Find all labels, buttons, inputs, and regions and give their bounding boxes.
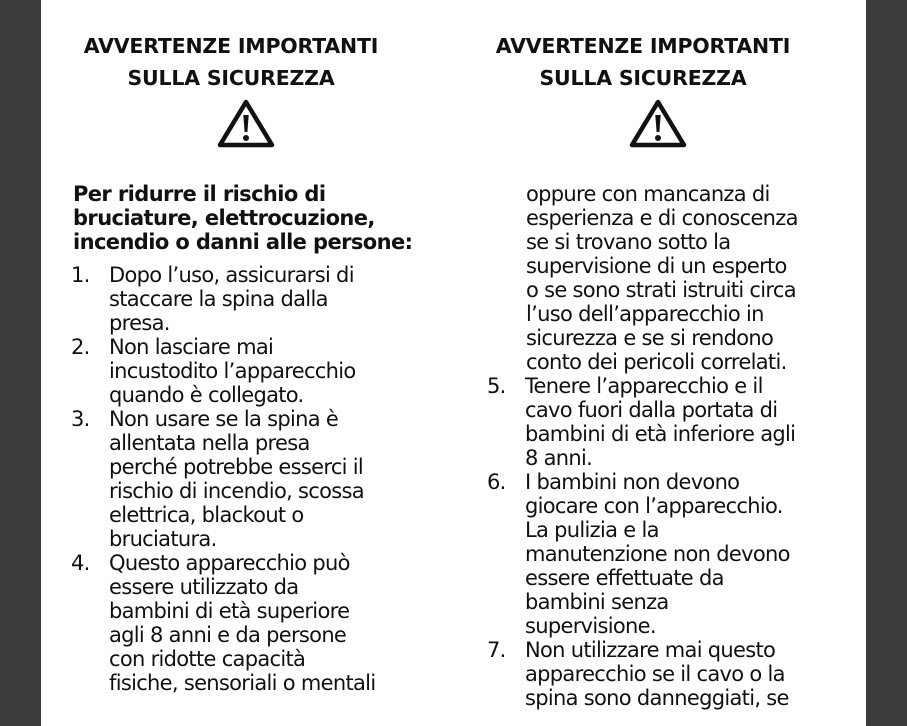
item-line: cavo fuori dalla portata di — [525, 398, 778, 422]
item-line: Non utilizzare mai questo — [525, 638, 776, 662]
item-line: elettrica, blackout o — [109, 503, 304, 527]
item-number: 6. — [487, 470, 506, 494]
item-line: Dopo l’uso, assicurarsi di — [109, 263, 354, 287]
item-line: oppure con mancanza di — [526, 182, 770, 206]
item-line: supervisione. — [525, 614, 656, 638]
item-line: rischio di incendio, scossa — [109, 479, 364, 503]
item-line: giocare con l’apparecchio. — [525, 494, 783, 518]
lead-line: incendio o danni alle persone: — [73, 230, 413, 254]
item-line: bambini senza — [525, 590, 669, 614]
section-heading — [463, 30, 823, 94]
item-line: allentata nella presa — [109, 431, 310, 455]
list-item — [73, 263, 433, 335]
lead-line: Per ridurre il rischio di — [73, 182, 326, 206]
item-line: supervisione di un esperto — [526, 254, 787, 278]
item-number: 5. — [487, 374, 506, 398]
item-line: se si trovano sotto la — [526, 230, 731, 254]
heading-line: SULLA SICUREZZA — [127, 66, 335, 90]
item-line: bambini di età superiore — [109, 599, 350, 623]
heading-line: AVVERTENZE IMPORTANTI — [83, 34, 379, 58]
item-line: quando è collegato. — [109, 383, 304, 407]
item-line: manutenzione non devono — [525, 542, 790, 566]
item-line: sicurezza e se si rendono — [526, 326, 774, 350]
item-line: 8 anni. — [525, 446, 593, 470]
item-number: 3. — [71, 407, 90, 431]
item-line: conto dei pericoli correlati. — [526, 350, 787, 374]
item-line: Non lasciare mai — [109, 335, 274, 359]
item-line: presa. — [109, 311, 170, 335]
item-line: o se sono strati istruiti circa — [526, 278, 796, 302]
item-line: Non usare se la spina è — [109, 407, 339, 431]
item-line: spina sono danneggiati, se — [525, 686, 789, 710]
item-line: con ridotte capacità — [109, 647, 306, 671]
lead-line: bruciature, elettrocuzione, — [73, 206, 375, 230]
item-line: Questo apparecchio può — [109, 551, 350, 575]
item-line: Tenere l’apparecchio e il — [525, 374, 763, 398]
item-line: perché potrebbe esserci il — [109, 455, 364, 479]
section-heading — [51, 30, 411, 94]
item-line: agli 8 anni e da persone — [109, 623, 347, 647]
item-line: I bambini non devono — [525, 470, 740, 494]
item-number: 7. — [487, 638, 506, 662]
list-item — [73, 335, 433, 407]
heading-line: SULLA SICUREZZA — [539, 66, 747, 90]
item-line: essere utilizzato da — [109, 575, 299, 599]
item-number: 4. — [71, 551, 90, 575]
item-number: 1. — [71, 263, 90, 287]
list-item — [489, 374, 849, 470]
item-line: fisiche, sensoriali o mentali — [109, 671, 376, 695]
item-line: l’uso dell’apparecchio in — [526, 302, 764, 326]
item-line: esperienza e di conoscenza — [526, 206, 798, 230]
list-item — [73, 551, 433, 695]
manual-page — [41, 0, 866, 726]
item-number: 2. — [71, 335, 90, 359]
list-item — [73, 407, 433, 551]
warning-triangle-icon — [629, 98, 687, 148]
item-line: incustodito l’apparecchio — [109, 359, 356, 383]
heading-line: AVVERTENZE IMPORTANTI — [495, 34, 791, 58]
item-line: bambini di età inferiore agli — [525, 422, 796, 446]
left-column — [73, 0, 433, 726]
item-line: apparecchio se il cavo o la — [525, 662, 785, 686]
right-column — [489, 0, 849, 726]
safety-list — [489, 182, 849, 710]
list-item-continuation — [489, 182, 849, 374]
warning-triangle-icon — [217, 98, 275, 148]
list-item — [489, 470, 849, 638]
item-line: staccare la spina dalla — [109, 287, 328, 311]
safety-list — [73, 263, 433, 695]
lead-text — [73, 182, 443, 254]
item-line: La pulizia e la — [525, 518, 659, 542]
list-item — [489, 638, 849, 710]
item-line: essere effettuate da — [525, 566, 724, 590]
item-line: bruciatura. — [109, 527, 217, 551]
